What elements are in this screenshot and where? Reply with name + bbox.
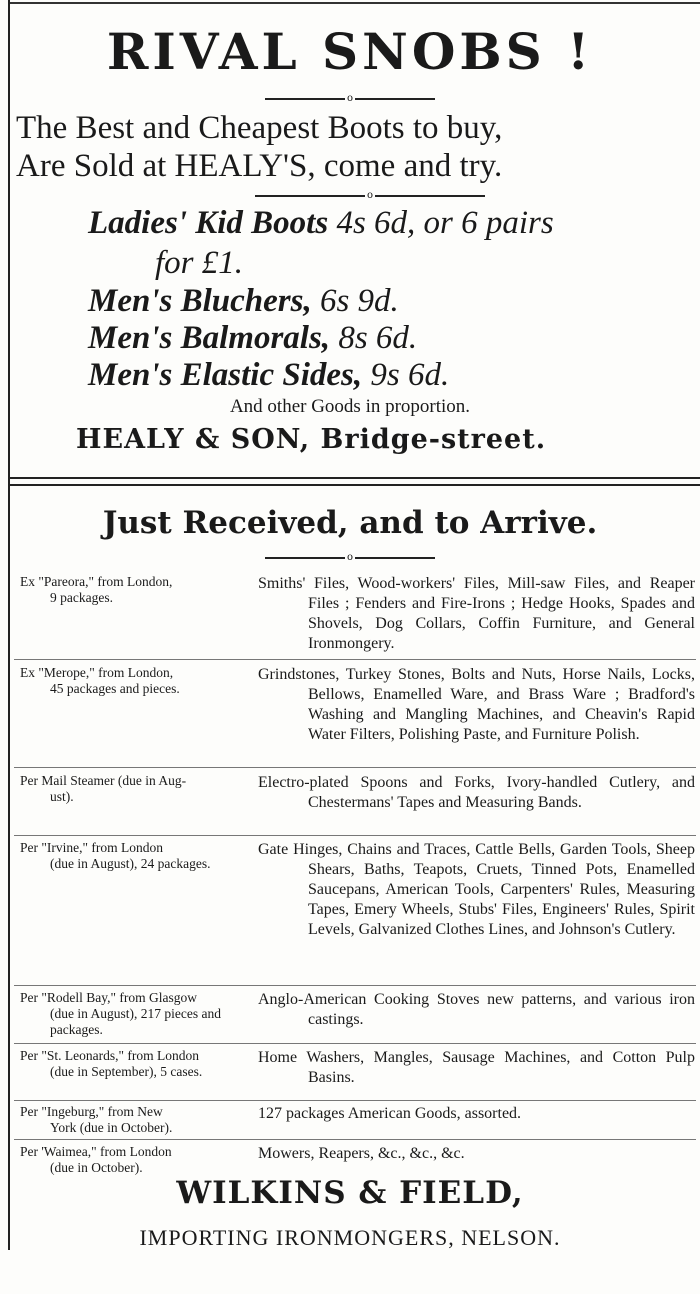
column-rule bbox=[8, 0, 10, 1250]
price-item-ladies-cont bbox=[155, 245, 243, 282]
shipment-source: Per "Irvine," from London (due in August), 24 packages. bbox=[20, 840, 211, 871]
shipment-goods: Gate Hinges, Chains and Traces, Cattle Bells, Garden Tools, Sheep Shears, Baths, Teapots, Cruets, Tinned Pots, Enamelled Saucepans, American Tools, Carpenters' Rules, Measuring Tapes, Emery Wheels, Stubs' Files, Engineers' Rules, Spirit Levels, Galvanized Clothes Lines, and Johnson's Cutlery. bbox=[258, 841, 695, 938]
row-divider bbox=[14, 985, 696, 986]
top-rule bbox=[10, 2, 700, 4]
price-value: 6s 9d. bbox=[319, 283, 399, 319]
firm-name-wilkins: WILKINS & FIELD, bbox=[176, 1175, 524, 1211]
price-label: Ladies' Kid Boots bbox=[88, 205, 329, 241]
ornament-divider: o bbox=[0, 552, 700, 564]
advert-separator bbox=[10, 477, 700, 479]
firm-tagline: IMPORTING IRONMONGERS, NELSON. bbox=[139, 1225, 561, 1250]
shipment-source: Per Mail Steamer (due in Aug- ust). bbox=[20, 773, 187, 804]
price-item-balmorals bbox=[88, 320, 417, 357]
slogan-line-2: Are Sold at HEALY'S, come and try. bbox=[16, 148, 503, 184]
shipment-goods: Smiths' Files, Wood-workers' Files, Mill-saw Files, and Reaper Files ; Fenders and Fire-Irons ; Hedge Hooks, Spades and Shovels, Dog Collars, Coffin Furniture, and General Ironmongery. bbox=[258, 575, 695, 652]
ornament-divider: o bbox=[0, 190, 700, 202]
price-value: 4s 6d, or 6 pairs bbox=[336, 205, 554, 241]
row-divider bbox=[14, 1139, 696, 1140]
row-divider bbox=[14, 1043, 696, 1044]
price-value: 8s 6d. bbox=[338, 320, 418, 356]
shipment-goods: Mowers, Reapers, &c., &c., &c. bbox=[258, 1145, 465, 1162]
shipment-source: Per "Ingeburg," from New York (due in October). bbox=[20, 1104, 173, 1135]
ornament-divider: o bbox=[0, 93, 700, 105]
slogan-line-1: The Best and Cheapest Boots to buy, bbox=[16, 110, 503, 146]
price-label: Men's Bluchers, bbox=[88, 283, 312, 319]
shipment-source: Ex "Merope," from London, 45 packages and pieces. bbox=[20, 665, 180, 696]
shipment-source: Per "Rodell Bay," from Glasgow (due in August), 217 pieces and packages. bbox=[20, 990, 221, 1037]
shipment-goods: Electro-plated Spoons and Forks, Ivory-handled Cutlery, and Chestermans' Tapes and Measuring Bands. bbox=[258, 774, 695, 811]
price-item-bluchers bbox=[88, 283, 399, 320]
price-label: Men's Balmorals, bbox=[88, 320, 331, 356]
shipment-goods: Home Washers, Mangles, Sausage Machines, and Cotton Pulp Basins. bbox=[258, 1049, 695, 1086]
shipment-goods: Grindstones, Turkey Stones, Bolts and Nuts, Horse Nails, Locks, Bellows, Enamelled Ware, and Brass Ware ; Bradford's Washing and Mangling Machines, and Cheavin's Rapid Water Filters, Polishing Paste, and Furniture Polish. bbox=[258, 666, 695, 743]
row-divider bbox=[14, 767, 696, 768]
shipment-source: Ex "Pareora," from London, 9 packages. bbox=[20, 574, 173, 605]
other-goods-note: And other Goods in proportion. bbox=[229, 396, 471, 417]
advert-separator bbox=[10, 484, 700, 486]
row-divider bbox=[14, 835, 696, 836]
row-divider bbox=[14, 1100, 696, 1101]
headline-rival-snobs: RIVAL SNOBS ! bbox=[106, 22, 594, 81]
shipment-source: Per "St. Leonards," from London (due in September), 5 cases. bbox=[20, 1048, 203, 1079]
price-value: 9s 6d. bbox=[370, 357, 450, 393]
shipment-goods: Anglo-American Cooking Stoves new patterns, and various iron castings. bbox=[258, 991, 695, 1028]
shipment-source: Per 'Waimea," from London (due in October). bbox=[20, 1144, 172, 1175]
firm-name-healy: HEALY & SON, Bridge-street. bbox=[76, 424, 547, 455]
price-item-ladies bbox=[88, 205, 554, 242]
row-divider bbox=[14, 659, 696, 660]
price-label: Men's Elastic Sides, bbox=[88, 357, 363, 393]
price-value: for £1. bbox=[155, 245, 244, 281]
price-item-elastic-sides bbox=[88, 357, 449, 394]
shipment-goods: 127 packages American Goods, assorted. bbox=[258, 1105, 522, 1122]
headline-just-received: Just Received, and to Arrive. bbox=[102, 505, 598, 541]
